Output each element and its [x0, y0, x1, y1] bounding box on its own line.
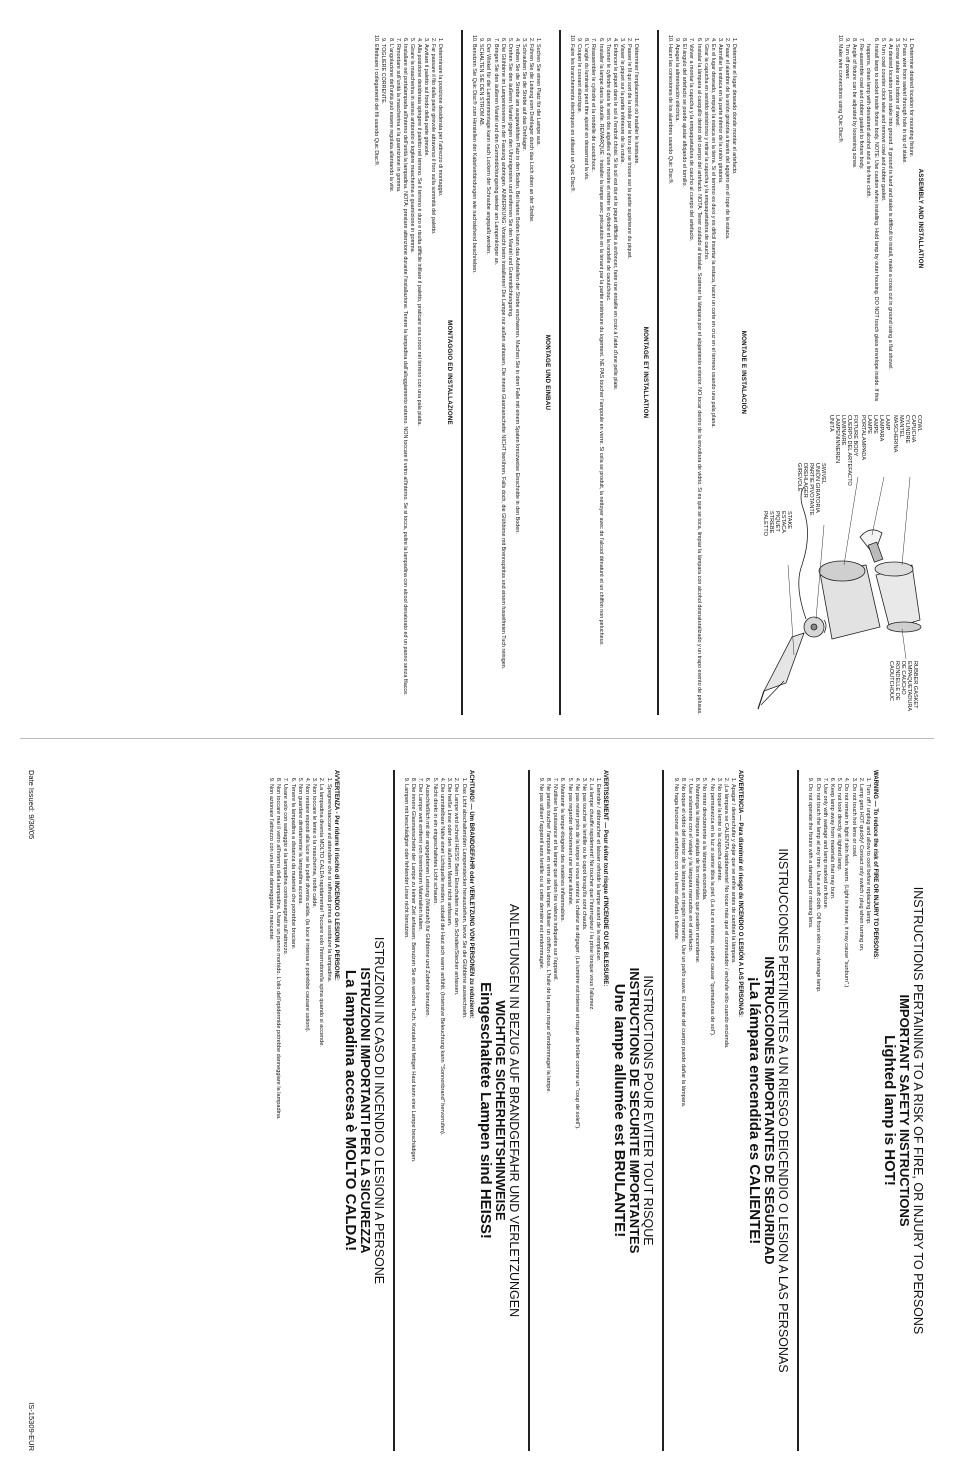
- section-divider: [393, 770, 395, 1451]
- warning-fr-lead: AVERTISSEMENT — Pour éviter tout risque d'INCENDIE OU DE BLESSURE:: [602, 770, 609, 987]
- list-item: 3. Avvitare il paletto sul fondo della parte girevole.: [422, 44, 429, 715]
- list-item: 4. En el lugar deseado, empuje la estaca en la tierra. Si el terreno es duro y es difícil insertar la estaca, hacer un corte en cruz en el terreno usando una pala plana.: [709, 44, 716, 715]
- list-item: 1. Suchen Sie einen Platz für die Lampe aus.: [534, 44, 541, 715]
- list-item: 6. Die Glühbirne im Lampeninneren in der Fassung anbringen. ANMERKUNG: Vorsicht beim Installieren! Die Lampe nur außen anfassen. Die innere Glasmanschette NICHT berühren. Falls doch, die Glühbirne mit Brennspiritus und einem fusselfreien Tuch reinigen.: [499, 44, 506, 715]
- assembly-en-section: [749, 30, 924, 407]
- list-item: 4. Enfoncer le piquet dans le sol à l'endroit choisi. Si le sol est dur et le piquet difficile à enfoncer, faire une entaille en croix à l'aide d'une pelle plate.: [611, 44, 618, 715]
- list-item: 1. Das Licht abschalten/den Lampenstecker herausziehen, bevor Sie die Glühbirne auswechseln.: [459, 784, 466, 1451]
- list-item: 5. Ne pas regarder directement une lampe allumée.: [565, 784, 572, 1451]
- list-item: 5. Drehen Sie den äußeren Mantel gegen den Uhrzeigersinn und entfernen Sie den Mantel und Gummidichtungsring.: [506, 44, 513, 715]
- list-item: 4. No permanezca en la luz si siente tibia la piel. (La luz es intensa, puede causar "quemaduras de sol").: [707, 784, 714, 1451]
- label-fixture-body: FIXTURE BODY CUERPO DEL ARTEFACTO LUMINAIRE LAMPENINNEREN UNITÀ: [828, 415, 858, 486]
- list-item: 6. Installer la lampe dans la douille. REMARQUE : Installer la lampe avec précaution en la tenant par la partie extérieure du logement. NE PAS toucher l'ampoule en verre. Si cela se produit, la nettoyer avec de l'alcool dénaturé et un chiffon non pelucheux.: [597, 44, 604, 715]
- list-item: 3. Visser le piquet sur la partie inférieure de la rotule.: [618, 44, 625, 715]
- warning-es-lead: ADVERTENCIA — Para disminuir el riesgo de INCENDIO O LESIÓN A LAS PERSONAS:: [737, 770, 744, 1018]
- list-item: 6. Install lamp to socket inside fixture body. NOTE: Use caution when installing. Hold lamp by outer housing. DO NOT touch glass envelope inside. If this happens, clean lamp with denatured alcohol and a lint-free cloth.: [864, 44, 878, 407]
- list-item: 8. Ne jamais toucher l'ampoule en verre de la lampe. Utiliser un chiffon doux. L'huile de la peau risque d'endommager la lampe.: [544, 784, 551, 1451]
- list-item: 10. Benutzen Sie Quic Disc® zum Herstellen der Kabelverbindungen wie nachstehend beschrieben.: [470, 44, 477, 715]
- warnings-column: [0, 742, 954, 1475]
- list-item: 3. Atornillar la estaca en la parte inferior de la unión giratoria.: [716, 44, 723, 715]
- assembly-fr-steps: [568, 30, 639, 715]
- warning-es-line1: INSTRUCCIONES PERTINENTES A UN RIESGO DEICENDIO O LESION A LAS PERSONAS: [776, 848, 791, 1373]
- assembly-es-steps: [666, 30, 737, 715]
- label-cowl: COWL CAPUCHA CYLINDRE MANTEL MASCHERINA: [892, 415, 922, 453]
- list-item: 2. Pasar el alambre de la unión giratoria a través del agujero en el tope de la estaca.: [723, 44, 730, 715]
- list-item: 6. Mantenga la lámpara alejada de los materiales que pueden encenderse.: [693, 784, 700, 1451]
- list-item: 2. Pass wire from swivel through hole in top of stake.: [900, 44, 907, 407]
- warning-en-section: [806, 770, 924, 1451]
- list-item: 1. Apagar / desenchufar y dejar que se enfríe antes de cambiar la lámpara.: [729, 784, 736, 1451]
- column-divider: [20, 738, 934, 739]
- list-item: 9. Non azionare l'attrezzo con una lente danneggiata o mancante.: [267, 784, 274, 1451]
- list-item: 2. Passer le fil qui sort de la rotule par le trou qui se trouve sur la partie supérieure du piquet.: [625, 44, 632, 715]
- warning-fr-line2: INSTRUCTIONS DE SECURITE IMPORTANTES: [627, 967, 643, 1254]
- list-item: 4. Treiben Sie die Strebe am ausgewählten Platz in den Boden. Bei harten Boden kann das Aufstellen der Strebe erschweren. Machen Sie in dem Falle mit einem Spaten kreuzweise Einschnitte in den Boden.: [513, 44, 520, 715]
- list-item: 4. Alla posizione desiderata spingere il paletto nel terreno. Se il terreno è duro e risulta difficile infilare il paletto, praticare una croce nel terreno con una pala piatta.: [415, 44, 422, 715]
- list-item: 9. TOGLIERE CORRENTE.: [379, 44, 386, 715]
- warning-en-lead: WARNING — To reduce the risk of FIRE OR INJURY TO PERSONS:: [872, 770, 878, 960]
- list-item: 2. Lamp gets HOT quickly! Contact only switch / plug when turning on.: [857, 784, 864, 1451]
- warning-it-line1: ISTRUZIONI IN CASO DI INCENDIO O LESIONI A PERSONE: [371, 936, 386, 1285]
- list-item: 9. Turn off power.: [843, 44, 850, 407]
- section-divider: [528, 770, 530, 1451]
- list-item: 10. Faire les branchements électriques en utilisant un Quic Disc®.: [568, 44, 575, 715]
- warning-es-section: [671, 770, 789, 1451]
- warning-en-items: [806, 770, 871, 1451]
- list-item: 3. Do not touch hot lens or cowl.: [849, 784, 856, 1451]
- list-item: 4. Die unmittelbare Nähe einer Lichtquelle meiden, sobald die Haut sich warm anfühlt. (Intensive Beleuchtung kann "Sonnenbrand" hervorrufen).: [438, 784, 445, 1451]
- warning-de-section: [402, 770, 520, 1451]
- list-item: 8. Do not touch the lamp at any time. Use a soft cloth. Oil from skin may damage lamp.: [813, 784, 820, 1451]
- list-item: 5. Turn cowl counter clock wise and remove cowl and rubber gasket.: [879, 44, 886, 407]
- date-issued: Date Issued: 9/30/05: [27, 770, 36, 840]
- warning-es-line2: INSTRUCCIONES IMPORTANTES DE SEGURIDAD: [762, 956, 778, 1265]
- list-item: 3. No toque la lente o la capucha caliente.: [715, 784, 722, 1451]
- document-footer: [24, 770, 36, 1451]
- warning-de-line3: Eingeschaltete Lampen sind HEISS!: [476, 982, 494, 1239]
- list-item: 4. At desired location push stake into ground. If ground is hard and stake is difficult to install, make a cross cut in ground using a flat shovel.: [886, 44, 893, 407]
- list-item: 7. Bringen Sie den äußeren Mantel und den Gummidichtungsring wieder am Lampenkörper an.: [491, 44, 498, 715]
- assembly-fr-title: MONTAGE ET INSTALLATION: [642, 326, 650, 419]
- list-item: 6. Installare nel portalampada all'interno dell'unità la lampadina. NOTA: prestare attenzione durante l'installazione. Tenere la lampadina dall'alloggiamento esterno. NON toccare il vetro all'interno. Se si tocca, pulire la lampadina con alcool denaturato ed un panno senza filacce.: [401, 44, 408, 715]
- list-item: 2. ¡La lámpara se CALIENTA rápidamente! No tocar más que el conmutador / enchufe sólo cuando encienda.: [722, 784, 729, 1451]
- assembly-fr-section: [568, 30, 649, 715]
- list-item: 6. Tenere la lampadina a distanza da materiali che potrebbe bruciare.: [288, 784, 295, 1451]
- section-divider: [662, 770, 664, 1451]
- assembly-en-steps: [836, 30, 914, 407]
- list-item: 7. Re-assemble cowl and rubber gasket to fixture body.: [857, 44, 864, 407]
- list-item: 9. Ne pas utiliser l'appareil sans lentille ou si cette dernière est endommagée.: [537, 784, 544, 1451]
- list-item: 8. Angle of fixture can be adjusted by loosening screw.: [850, 44, 857, 407]
- list-item: 1. Eteindre / débrancher et laisser refroidir la lampe avant de la remplacer.: [594, 784, 601, 1451]
- list-item: 5. No mirar directamente a la lámpara encendida.: [700, 784, 707, 1451]
- warning-en-line2: IMPORTANT SAFETY INSTRUCTIONS: [897, 994, 912, 1227]
- list-item: 6. Keep lamp away from materials that may burn.: [828, 784, 835, 1451]
- fixture-diagram: [749, 415, 924, 715]
- list-item: 1. Determinare la posizione desiderata per l'attrezzo di montaggio.: [436, 44, 443, 715]
- assembly-it-steps: [372, 30, 443, 715]
- list-item: 9. Couper le courant électrique.: [575, 44, 582, 715]
- list-item: 5. Non guardare direttamente la lampadina accesa.: [296, 784, 303, 1451]
- list-item: 8. L'angolazione dell'unità può essere regolata allentando la vite.: [386, 44, 393, 715]
- label-swivel: SWIVEL UNIÓN GIRATORIA PARTIE PIVOTANTE DREHLAGER GIREVOLE: [796, 463, 826, 516]
- list-item: 6. Instalar la lámpara al casquillo dentro del cuerpo del artefacto. NOTA: Tener cuidado al instalar. Sostener la lámpara por el alojamiento exterior. NO tocar dentro de la envoltura de vidrio. Si es que se toca, limpiar la lámpara con alcohol desnaturalizado y un trapo exento de pelusas.: [694, 44, 701, 715]
- warning-de-lead: ACHTUNG! — Um BRANDGEFAHR oder VERLETZUNG VON PERSONEN zu reduzieren:: [467, 770, 474, 1019]
- list-item: 4. Ne pas rester près de la lampe si vous sentez la chaleur se dégager. (La lumière est intense et risque de brûler comme un "coup de soleil").: [573, 784, 580, 1451]
- list-item: 7. Réassembler le cylindre et la rondelle de caoutchouc.: [589, 44, 596, 715]
- list-item: 8. El ángulo del artefacto se puede ajustar aflojando el tornillo.: [680, 44, 687, 715]
- assembly-es-section: [666, 30, 747, 715]
- list-item: 8. Der Winkel für die Lampenmontage kann nach Lockern der Schraube angepaßt werden.: [484, 44, 491, 715]
- section-divider: [559, 30, 561, 715]
- list-item: 9. Lampen mit beschädigter oder fehlender Linse nicht benutzen.: [402, 784, 409, 1451]
- list-item: 5. Girare la mascherina in senso antiorario e togliere mascherina e guarnizione in gomma.: [408, 44, 415, 715]
- warning-it-line2: ISTRUZIONI IMPORTANTI PER LA SICUREZZA: [357, 967, 373, 1254]
- warning-fr-line3: Une lampe allumée est BRULANTE!: [611, 983, 629, 1238]
- list-item: 10. Make wire connections using Quic Disc®.: [836, 44, 843, 407]
- label-lamp: LAMP LÁMPARA LAMPE LAMPE PORTALAMPADA: [860, 415, 890, 461]
- list-item: 1. Spegnere/staccare ed attendere che si raffreddi prima di sostituire la lampadina.: [324, 784, 331, 1451]
- list-item: 1. Determine desired location for mounting fixture.: [907, 44, 914, 407]
- warning-en-line1: INSTRUCTIONS PERTAINING TO A RISK OF FIRE, OR INJURY TO PERSONS: [911, 886, 925, 1335]
- list-item: 10. Effettuare i collegamenti dei fili usando Quic Disc®.: [372, 44, 379, 715]
- list-item: 3. Die heiße Linse oder den äußeren Mantel nicht anfassen.: [445, 784, 452, 1451]
- list-item: 2. Far passare il filo dalla parte girevole attraverso il foro sulla sommità del paletto.: [429, 44, 436, 715]
- assembly-en-row: [749, 30, 924, 715]
- list-item: 6. Ausschließlich mit der angegebenen Leistung (Wattzahl) für Glühbirne und Zubehör benutzen.: [423, 784, 430, 1451]
- list-item: 3. Non toccare le lente o la mascherina, molto calde.: [310, 784, 317, 1451]
- list-item: 5. Tourner le cylindre dans le sens des aiguilles d'une montre et retirer le cylindre et la rondelle de caoutchouc.: [604, 44, 611, 715]
- warning-it-section: [267, 770, 385, 1451]
- list-item: 7. Use solamente con el vatiaje y la lámpara marcados en el artefacto.: [686, 784, 693, 1451]
- assembly-column: [0, 0, 954, 737]
- warning-de-line1: ANLEITUNGEN IN BEZUG AUF BRANDGEFAHR UND VERLETZUNGEN: [506, 903, 521, 1318]
- list-item: 5. Girar la capucha en sentido sinistrorso y retirar la capucha y la empaquetadura de caucho.: [702, 44, 709, 715]
- list-item: 4. Non restare esposti alla luce se la pelle diventa calda. (la luce è intensa e potrebbe causare ustioni).: [303, 784, 310, 1451]
- list-item: 9. No haga funcionar el artefacto con una lente dañada o faltante.: [671, 784, 678, 1451]
- list-item: 1. Déterminer l'emplacement où installer le luminaire.: [632, 44, 639, 715]
- assembly-es-title: MONTAJE E INSTALACIÓN: [740, 330, 747, 415]
- list-item: 9. SCHALTEN SIE DEN STROM AB.: [477, 44, 484, 715]
- list-item: 4. Do not remain in light if skin feels warm. (Light is intense, it may cause "sunburn".): [842, 784, 849, 1451]
- section-divider: [797, 770, 799, 1451]
- label-stake: STAKE ESTACA PIQUET STREBE PALETTO: [762, 511, 792, 536]
- warning-de-line2: WICHTIGE SICHERHEITSHINWEISE: [492, 1000, 508, 1221]
- list-item: 3. Ne pas toucher la lentille ou le capot lorsqu'ils sont chauds.: [580, 784, 587, 1451]
- list-item: 7. Volver a montar la capucha y la empaquetadura de caucho al cuerpo del artefacto.: [687, 44, 694, 715]
- warning-es-line3: ¡La lámpara encendida es CALIENTE!: [746, 976, 764, 1245]
- list-item: 7. N'utiliser la puissance et la lampe que selon les valeurs indiquées sur l'appareil.: [551, 784, 558, 1451]
- list-item: 9. Apagar la alimentación eléctrica.: [673, 44, 680, 715]
- section-divider: [657, 30, 659, 715]
- list-item: 5. Nicht direkt in ein eingeschaltetes Licht schauen.: [431, 784, 438, 1451]
- list-item: 7. Rimontare sull'unità la mascherina e la guarnizione in gomma.: [394, 44, 401, 715]
- list-item: 8. No toque el vidrio del interior de la lámpara en ningún momento. Use un paño suave. El aceite del cuerpo puede dañar la lámpara.: [679, 784, 686, 1451]
- list-item: 10. Hacer las conexiones de los alambres usando Quic Disc®.: [666, 44, 673, 715]
- warning-fr-section: [537, 770, 655, 1451]
- list-item: 8. Die innere Glasmanschette der Lampe zu keiner Zeit anfassen. Benutzen Sie ein weiches Tuch. Kontakt mit fettiger Haut kann eine Lampe beschädigen.: [409, 784, 416, 1451]
- assembly-en-title: ASSEMBLY AND INSTALLATION: [917, 168, 924, 269]
- assembly-de-section: [470, 30, 551, 715]
- warning-fr-items: [537, 770, 602, 1451]
- section-divider: [461, 30, 463, 715]
- document-code: IS-15309-EUR: [27, 1402, 36, 1451]
- list-item: 9. Do not operate the fixture with a damaged or missing lens.: [806, 784, 813, 1451]
- warning-it-items: [267, 770, 332, 1451]
- label-rubber-gasket: RUBBER GASKET EMPAQUETADURA DE CAUCHO RONDELLE DE CAOUTCHOUC: [888, 661, 918, 712]
- assembly-it-section: [372, 30, 453, 715]
- warning-de-items: [402, 770, 467, 1451]
- list-item: 1. Determine el lugar deseado donde montar el artefacto.: [730, 44, 737, 715]
- assembly-de-steps: [470, 30, 541, 715]
- list-item: 3. Schrauben Sie die Strebe auf das Drehlager.: [520, 44, 527, 715]
- list-item: 1. Turn off / unplug and allow to cool before replacing lamp.: [864, 784, 871, 1451]
- list-item: 5. Do not look directly at lighted lamp.: [835, 784, 842, 1451]
- list-item: 8. Non toccare mai il vetro all'interno della lampadina. Usare un panno morbido. L'olio dell'epidermide potrebbe danneggiare la lampadina.: [274, 784, 281, 1451]
- list-item: 6. Maintenir la lampe éloignée des matières inflammables.: [558, 784, 565, 1451]
- assembly-it-title: MONTAGGIO ED INSTALLAZIONE: [446, 320, 454, 425]
- list-item: 2. La lampadina diventa MOLTO CALDA rapidamente! Toccare solo l'interruttore/la spina quando si accende.: [317, 784, 324, 1451]
- list-item: 2. Die Lampe wird schnell HEISS! Beim Einschalten nur den Schalter/Stecker anfassen.: [452, 784, 459, 1451]
- assembly-de-title: MONTAGE UND EINBAU: [544, 334, 552, 411]
- warning-it-line3: La lampadina accesa è MOLTO CALDA!: [341, 969, 359, 1252]
- list-item: 7. Usare solo con wattaggio e la lampadina contrassegnati sull'attrezzo.: [281, 784, 288, 1451]
- warning-it-lead: AVVERTENZA - Per ridurre il rischio di INCENDIO O LESIONI A PERSONE:: [332, 770, 339, 981]
- list-item: 2. La lampe chauffe rapidement! Ne toucher que l'interrupteur / la prise lorsque vous l'allumez.: [587, 784, 594, 1451]
- list-item: 7. Die Lampe weit entfernt von brennbaren Materialien halten.: [416, 784, 423, 1451]
- warning-fr-line1: INSTRUCTIONS POUR EVITER TOUT RISQUE: [641, 975, 656, 1246]
- list-item: 8. L'angle du luminaire peut être ajusté en desserrant la vis.: [582, 44, 589, 715]
- warning-es-items: [671, 770, 736, 1451]
- list-item: 2. Führen Sie die Leitung vom Drehlager durch das Loch oben an der Strebe.: [527, 44, 534, 715]
- list-item: 7. Use only with wattage and lamp marked on fixture.: [821, 784, 828, 1451]
- warning-en-line3: Lighted lamp is HOT!: [881, 1035, 898, 1186]
- list-item: 3. Screw stake onto bottom of swivel.: [893, 44, 900, 407]
